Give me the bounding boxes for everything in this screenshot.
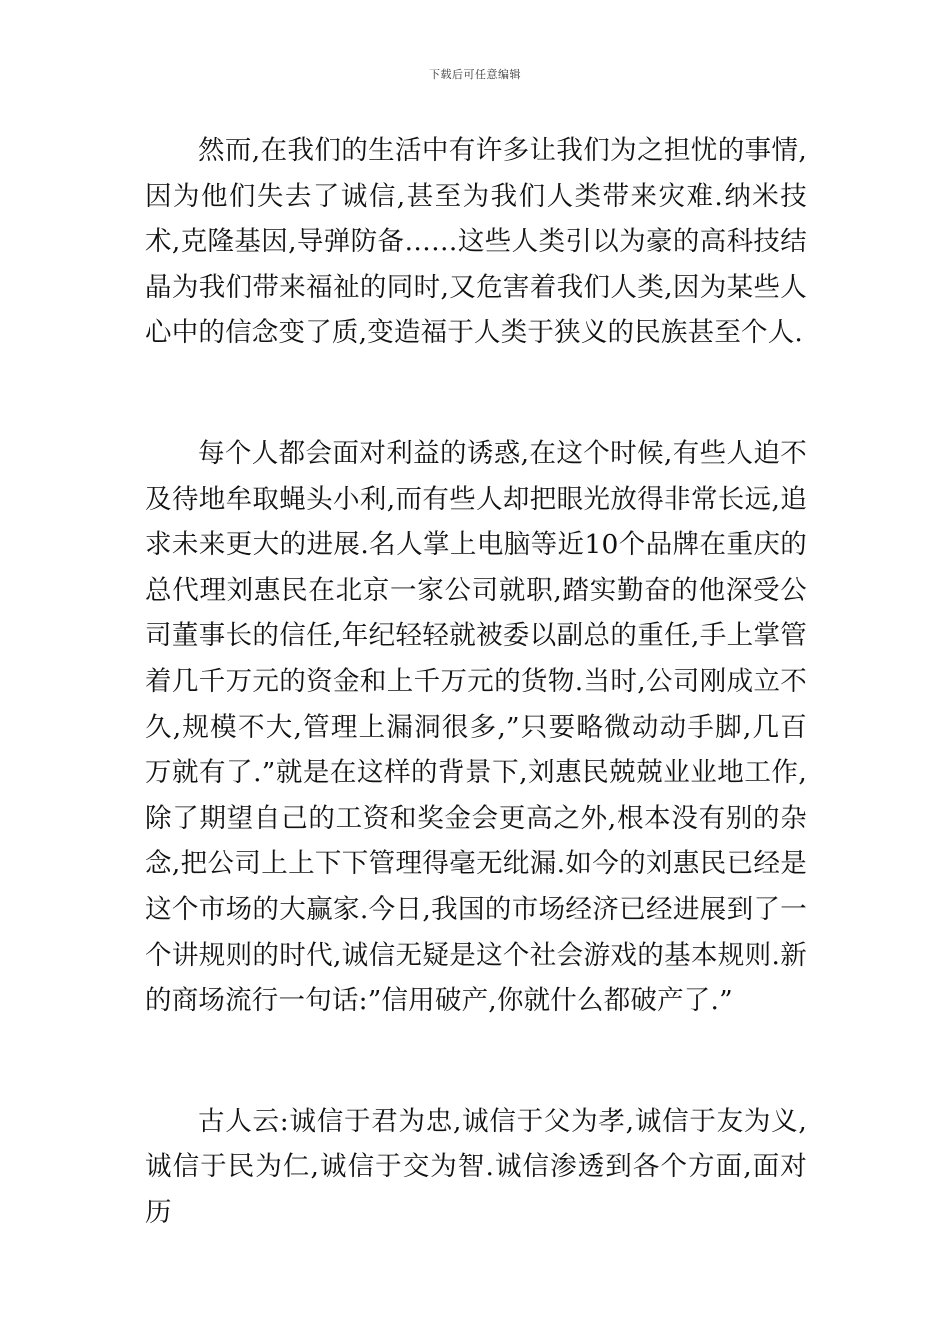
document-body [145,128,807,1235]
page-header: 下载后可任意编辑 [429,68,521,81]
paragraph-2: 每个人都会面对利益的诱惑,在这个时候,有些人迫不及待地牟取蝇头小利,而有些人却把眼光放得非常长远,追求未来更大的进展.名人掌上电脑等近10个品牌在重庆的总代理刘惠民在北京一家公司就职,踏实勤奋的他深受公司董事长的信任,年纪轻轻就被委以副总的重任,手上掌管着几千万元的资金和上千万元的货物.当时,公司刚成立不久,规模不大,管理上漏洞很多,”只要略微动动手脚,几百万就有了.”就是在这样的背景下,刘惠民兢兢业业地工作,除了期望自己的工资和奖金会更高之外,根本没有别的杂念,把公司上上下下管理得毫无纰漏.如今的刘惠民已经是这个市场的大赢家.今日,我国的市场经济已经进展到了一个讲规则的时代,诚信无疑是这个社会游戏的基本规则.新的商场流行一句话:”信用破产,你就什么都破产了.” [145,437,807,1017]
paragraph-1: 然而,在我们的生活中有许多让我们为之担忧的事情,因为他们失去了诚信,甚至为我们人类带来灾难.纳米技术,克隆基因,导弹防备……这些人类引以为豪的高科技结晶为我们带来福祉的同时,又危害着我们人类,因为某些人心中的信念变了质,变造福于人类于狭义的民族甚至个人. [145,135,807,349]
paragraph-3: 古人云:诚信于君为忠,诚信于父为孝,诚信于友为义,诚信于民为仁,诚信于交为智.诚信渗透到各个方面,面对历 [145,1105,807,1228]
